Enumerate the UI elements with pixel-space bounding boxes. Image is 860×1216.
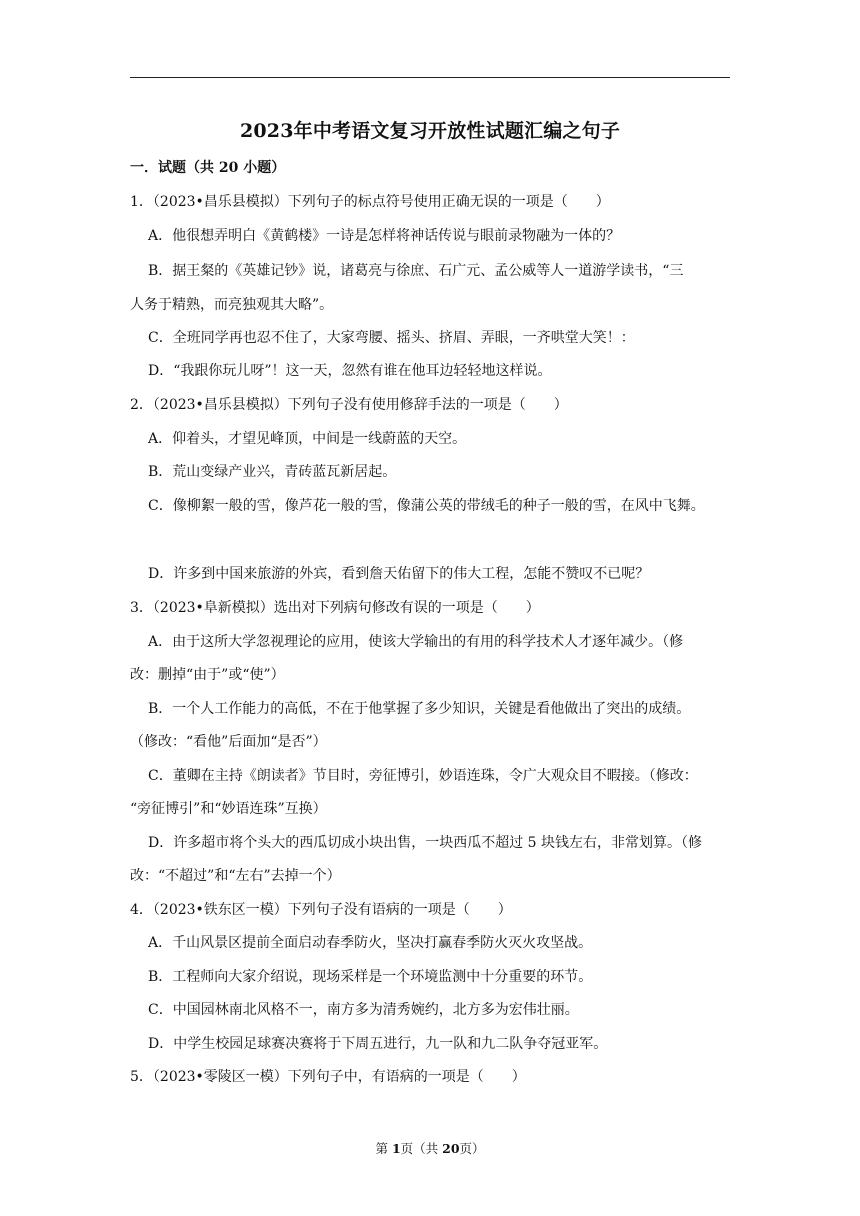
question-2-option-a: A．仰着头，才望见峰顶，中间是一线蔚蓝的天空。 — [148, 431, 467, 447]
question-3-option-a: A．由于这所大学忽视理论的应用，使该大学输出的有用的科学技术人才逐年减少。（修 — [148, 634, 684, 650]
question-4-option-c: C．中国园林南北风格不一，南方多为清秀婉约，北方多为宏伟壮丽。 — [148, 1002, 579, 1018]
question-3-option-b-cont: （修改：“看他”后面加“是否”） — [130, 734, 327, 750]
footer-suffix: 页） — [459, 1141, 485, 1156]
question-3-option-d: D．许多超市将个头大的西瓜切成小块出售，一块西瓜不超过 5 块钱左右，非常划算。（修 — [148, 835, 703, 851]
question-2-option-b: B．荒山变绿产业兴，青砖蓝瓦新居起。 — [148, 464, 397, 480]
footer-total-pages: 20 — [442, 1141, 460, 1156]
question-3-option-c-cont: “旁征博引”和“妙语连珠”互换） — [130, 801, 327, 817]
question-5-stem: 5．（2023•零陵区一模）下列句子中，有语病的一项是（ ） — [130, 1069, 526, 1085]
question-2-option-d: D．许多到中国来旅游的外宾，看到詹天佑留下的伟大工程，怎能不赞叹不已呢？ — [148, 566, 650, 582]
header-rule — [130, 77, 730, 78]
section-heading: 一．试题（共 20 小题） — [130, 160, 286, 176]
footer-prefix: 第 — [375, 1141, 392, 1156]
question-1-option-c: C．全班同学再也忍不住了，大家弯腰、摇头、挤眉、弄眼，一齐哄堂大笑！： — [148, 330, 635, 346]
question-4-option-a: A．千山风景区提前全面启动春季防火，坚决打赢春季防火灭火攻坚战。 — [148, 935, 593, 951]
question-3-stem: 3．（2023•阜新模拟）选出对下列病句修改有误的一项是（ ） — [130, 600, 540, 616]
page-footer — [0, 1139, 860, 1157]
question-1-stem: 1．（2023•昌乐县模拟）下列句子的标点符号使用正确无误的一项是（ ） — [130, 194, 610, 210]
question-3-option-a-cont: 改：删掉“由于”或“使”） — [130, 667, 285, 683]
question-2-stem: 2．（2023•昌乐县模拟）下列句子没有使用修辞手法的一项是（ ） — [130, 397, 568, 413]
question-3-option-b: B．一个人工作能力的高低，不在于他掌握了多少知识，关键是看他做出了突出的成绩。 — [148, 701, 691, 717]
question-1-option-d: D．“我跟你玩儿呀”！这一天，忽然有谁在他耳边轻轻地这样说。 — [148, 363, 552, 379]
question-2-option-c: C．像柳絮一般的雪，像芦花一般的雪，像蒲公英的带绒毛的种子一般的雪，在风中飞舞。 — [148, 498, 705, 514]
question-4-option-b: B．工程师向大家介绍说，现场采样是一个环境监测中十分重要的环节。 — [148, 969, 593, 985]
question-4-stem: 4．（2023•铁东区一模）下列句子没有语病的一项是（ ） — [130, 902, 512, 918]
footer-middle: 页（共 — [400, 1141, 443, 1156]
question-1-option-a: A．他很想弄明白《黄鹤楼》一诗是怎样将神话传说与眼前录物融为一体的？ — [148, 228, 621, 244]
question-3-option-c: C．董卿在主持《朗读者》节目时，旁征博引，妙语连珠，令广大观众目不暇接。（修改： — [148, 768, 698, 784]
question-3-option-d-cont: 改：“不超过”和“左右”去掉一个） — [130, 868, 341, 884]
document-title: 2023年中考语文复习开放性试题汇编之句子 — [239, 120, 621, 142]
footer-page-number: 1 — [391, 1141, 401, 1156]
question-4-option-d: D．中学生校园足球赛决赛将于下周五进行，九一队和九二队争夺冠亚军。 — [148, 1036, 608, 1052]
question-1-option-b: B．据王粲的《英雄记钞》说，诸葛亮与徐庶、石广元、孟公威等人一道游学读书，“三 — [148, 263, 684, 279]
question-1-option-b-cont: 人务于精熟，而亮独观其大略”。 — [130, 297, 334, 313]
